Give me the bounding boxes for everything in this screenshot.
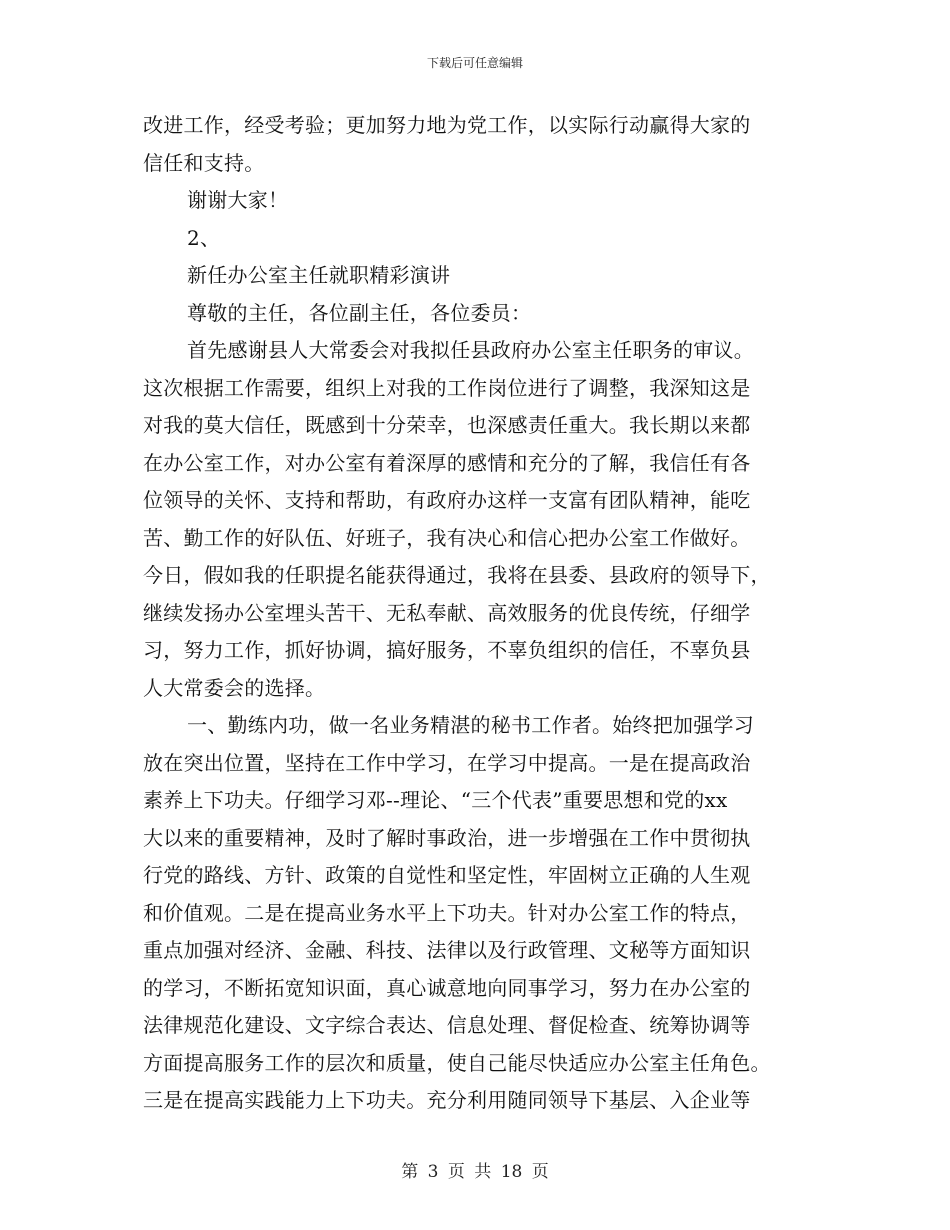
text-line: 和价值观。二是在提高业务水平上下功夫。针对办公室工作的特点， xyxy=(143,900,751,925)
text-line: 素养上下功夫。仔细学习邓--理论、“三个代表”重要思想和党的xx xyxy=(143,788,728,812)
page-number-footer: 第 3 页 共 18 页 xyxy=(401,1162,549,1182)
text-line: 在办公室工作，对办公室有着深厚的感情和充分的了解，我信任有各 xyxy=(143,450,751,475)
text-line: 人大常委会的选择。 xyxy=(143,675,326,700)
document-body xyxy=(143,107,808,1120)
text-line: 的学习，不断拓宽知识面，真心诚意地向同事学习，努力在办公室的 xyxy=(143,975,751,1000)
text-line: 信任和支持。 xyxy=(143,150,265,175)
page-header-note: 下载后可任意编辑 xyxy=(426,56,523,70)
text-line: 习，努力工作，抓好协调，搞好服务，不辜负组织的信任，不辜负县 xyxy=(143,638,751,662)
text-line: 法律规范化建设、文字综合表达、信息处理、督促检查、统筹协调等 xyxy=(143,1013,751,1037)
text-line: 重点加强对经济、金融、科技、法律以及行政管理、文秘等方面知识 xyxy=(143,938,751,962)
text-line: 继续发扬办公室埋头苦干、无私奉献、高效服务的优良传统，仔细学 xyxy=(143,600,751,625)
text-line: 这次根据工作需要，组织上对我的工作岗位进行了调整，我深知这是 xyxy=(143,375,751,400)
text-line: 苦、勤工作的好队伍、好班子，我有决心和信心把办公室工作做好。 xyxy=(143,525,751,550)
text-line: 放在突出位置，坚持在工作中学习，在学习中提高。一是在提高政治 xyxy=(143,750,751,775)
text-line: 首先感谢县人大常委会对我拟任县政府办公室主任职务的审议。 xyxy=(187,338,754,362)
text-line: 大以来的重要精神，及时了解时事政治，进一步增强在工作中贯彻执 xyxy=(143,825,751,850)
text-line: 对我的莫大信任，既感到十分荣幸，也深感责任重大。我长期以来都 xyxy=(143,413,751,437)
section-number: 2、 xyxy=(187,225,221,250)
salutation: 尊敬的主任，各位副主任，各位委员： xyxy=(187,300,532,325)
text-line: 方面提高服务工作的层次和质量，使自己能尽快适应办公室主任角色。 xyxy=(143,1050,771,1075)
text-line: 谢谢大家！ xyxy=(187,188,289,212)
text-line: 今日，假如我的任职提名能获得通过，我将在县委、县政府的领导下， xyxy=(143,563,771,587)
text-line: 行党的路线、方针、政策的自觉性和坚定性，牢固树立正确的人生观 xyxy=(143,863,751,887)
speech-title: 新任办公室主任就职精彩演讲 xyxy=(187,263,451,287)
text-line: 改进工作，经受考验；更加努力地为党工作，以实际行动赢得大家的 xyxy=(143,113,751,137)
text-line: 位领导的关怀、支持和帮助，有政府办这样一支富有团队精神，能吃 xyxy=(143,488,751,512)
text-line: 一、勤练内功，做一名业务精湛的秘书工作者。始终把加强学习 xyxy=(187,713,754,737)
text-line: 三是在提高实践能力上下功夫。充分利用随同领导下基层、入企业等 xyxy=(143,1088,751,1112)
